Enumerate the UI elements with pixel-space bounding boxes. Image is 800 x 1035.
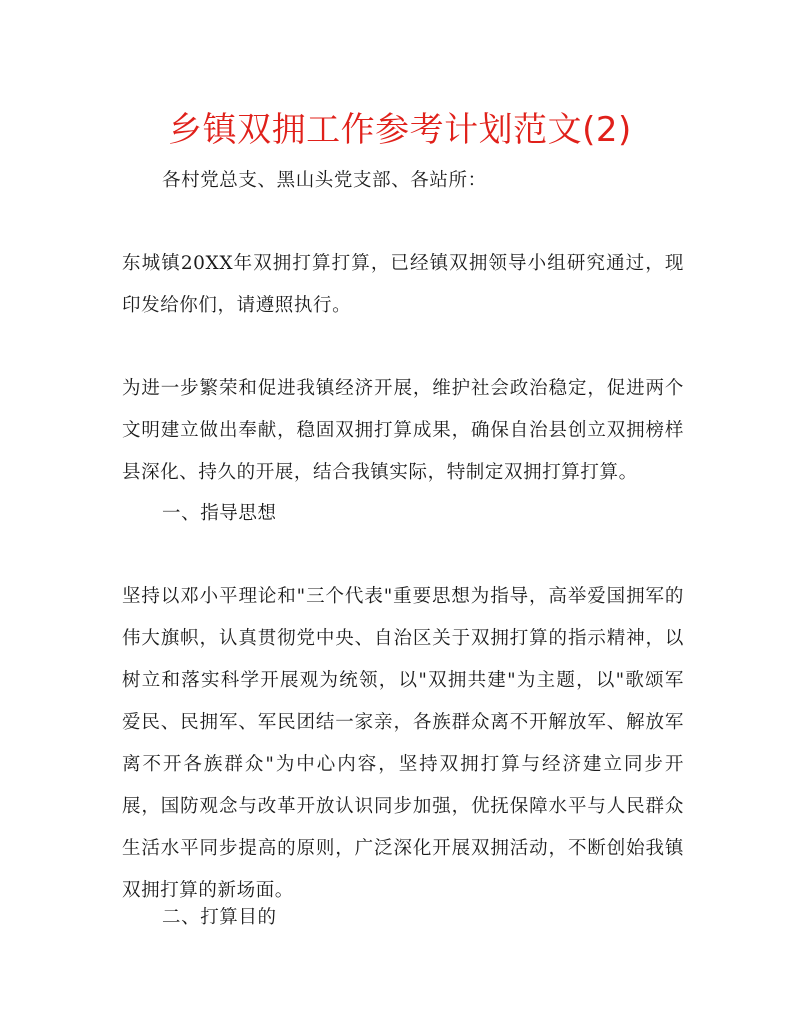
paragraph-purpose: 为进一步繁荣和促进我镇经济开展，维护社会政治稳定，促进两个文明建立做出奉献，稳固双拥打算成果，确保自治县创立双拥榜样县深化、持久的开展，结合我镇实际，特制定双拥打算打算。 [122,378,684,483]
paragraph-notice: 东城镇20XX年双拥打算打算，已经镇双拥领导小组研究通过，现印发给你们，请遵照执行。 [122,253,684,316]
paragraph-guiding-thought: 坚持以邓小平理论和"三个代表"重要思想为指导，高举爱国拥军的伟大旗帜，认真贯彻党中央、自治区关于双拥打算的指示精神，以树立和落实科学开展观为统领，以"双拥共建"为主题，以"歌颂军爱民、民拥军、军民团结一家亲，各族群众离不开解放军、解放军离不开各族群众"为中心内容，坚持双拥打算与经济建立同步开展，国防观念与改革开放认识同步加强，优抚保障水平与人民群众生活水平同步提高的原则，广泛深化开展双拥活动，不断创始我镇双拥打算的新场面。 [122,586,684,901]
section-heading-guiding-thought: 一、指导思想 [162,503,277,524]
section-heading-goals: 二、打算目的 [162,907,277,928]
salutation: 各村党总支、黑山头党支部、各站所： [162,170,487,191]
document-title: 乡镇双拥工作参考计划范文(2) [168,110,632,150]
